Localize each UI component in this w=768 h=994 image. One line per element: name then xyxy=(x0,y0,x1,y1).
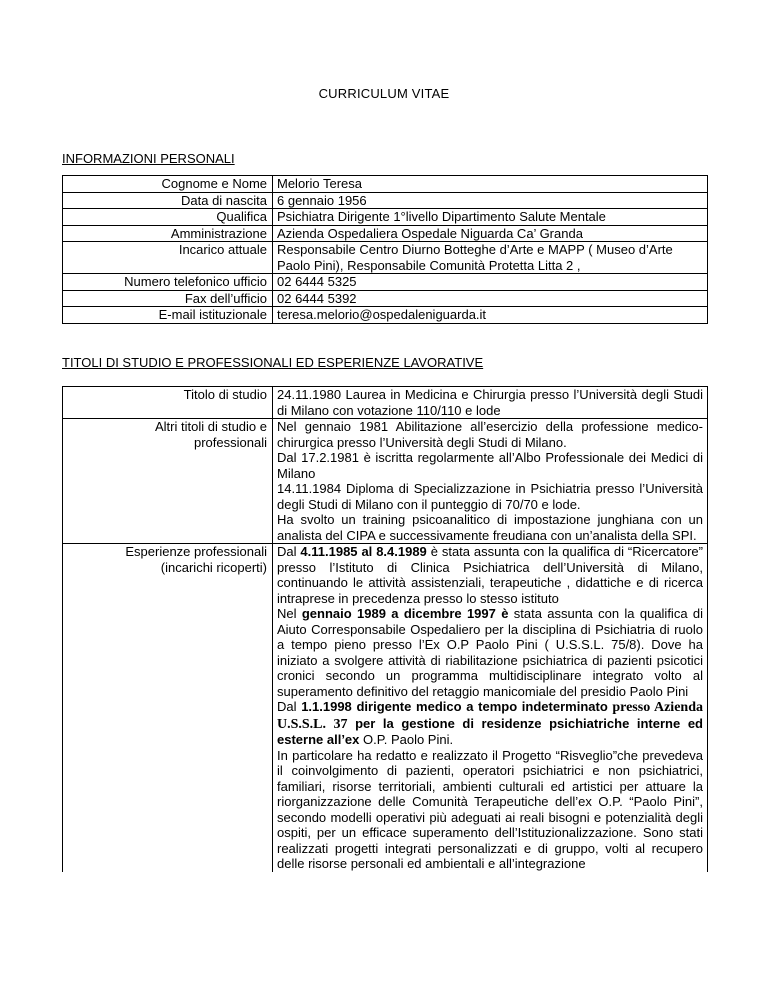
value-email: teresa.melorio@ospedaleniguarda.it xyxy=(273,307,708,324)
value-name: Melorio Teresa xyxy=(273,176,708,193)
row-email xyxy=(63,307,708,324)
label-experience-line2: (incarichi ricoperti) xyxy=(160,559,267,575)
label-experience xyxy=(63,544,273,872)
row-name xyxy=(63,176,708,193)
value-current-role: Responsabile Centro Diurno Botteghe d’Arte e MAPP ( Museo d’Arte Paolo Pini), Responsabile Comunità Protetta Litta 2 , xyxy=(273,242,708,274)
paragraph-abilitazione: Nel gennaio 1981 Abilitazione all’esercizio della professione medico-chirurgica presso l’Università degli Studi di Milano. xyxy=(277,419,703,450)
text-fragment: Dal xyxy=(277,699,302,714)
paragraph-dirigente xyxy=(277,699,703,748)
value-phone: 02 6444 5325 xyxy=(273,274,708,291)
studies-table xyxy=(62,386,708,872)
paragraph-training: Ha svolto un training psicoanalitico di impostazione junghiana con un analista del CIPA e successivamente freudiana con un’analista della SPI. xyxy=(277,512,703,543)
paragraph-ricercatore xyxy=(277,544,703,606)
text-bold-dates: 4.11.1985 al 8.4.1989 xyxy=(300,544,427,559)
row-administration xyxy=(63,225,708,242)
label-degree: Titolo di studio xyxy=(63,387,273,419)
label-fax: Fax dell’ufficio xyxy=(63,290,273,307)
label-other-titles-line2: professionali xyxy=(194,434,267,450)
value-fax: 02 6444 5392 xyxy=(273,290,708,307)
text-fragment: Dal xyxy=(277,544,301,559)
value-administration: Azienda Ospedaliera Ospedale Niguarda Ca’ Granda xyxy=(273,225,708,242)
text-fragment: è stata assunta con la qualifica di “Ricercatore” presso l’Istituto di Clinica Psichiatrica dell’Università di Milano, continuando le attività assistenziali, terapeutiche , didattiche e di ricerca intraprese in precedenza presso lo stesso istituto xyxy=(277,544,703,606)
row-fax xyxy=(63,290,708,307)
text-fragment: Nel xyxy=(277,606,302,621)
row-phone xyxy=(63,274,708,291)
text-bold-role: 1.1.1998 dirigente medico a tempo indeterminato xyxy=(301,699,608,714)
label-administration: Amministrazione xyxy=(63,225,273,242)
label-current-role: Incarico attuale xyxy=(63,242,273,274)
section-heading-studies: TITOLI DI STUDIO E PROFESSIONALI ED ESPERIENZE LAVORATIVE xyxy=(62,355,484,370)
text-bold-residenze: per la gestione di residenze psichiatriche interne ed esterne all’ex xyxy=(277,715,703,747)
row-other-titles xyxy=(63,419,708,544)
label-experience-line1: Esperienze professionali xyxy=(125,544,267,559)
label-other-titles xyxy=(63,419,273,544)
label-other-titles-line1: Altri titoli di studio e xyxy=(155,419,267,434)
text-fragment: O.P. Paolo Pini. xyxy=(359,732,454,747)
row-birth xyxy=(63,192,708,209)
label-name: Cognome e Nome xyxy=(63,176,273,193)
label-qualification: Qualifica xyxy=(63,209,273,226)
document-title: CURRICULUM VITAE xyxy=(318,86,450,101)
value-other-titles xyxy=(273,419,708,544)
paragraph-specializzazione: 14.11.1984 Diploma di Specializzazione in Psichiatria presso l’Università degli Studi di Milano con il punteggio di 70/70 e lode. xyxy=(277,481,703,512)
value-degree: 24.11.1980 Laurea in Medicina e Chirurgia presso l’Università degli Studi di Milano con votazione 110/110 e lode xyxy=(273,387,708,419)
text-fragment: stata assunta con la qualifica di Aiuto Corresponsabile Ospedaliero per la disciplina di Psichiatria di ruolo a tempo pieno presso l’Ex O.P Paolo Pini ( U.S.S.L. 75/8). Dove ha iniziato a svolgere attività di riabilitazione psichiatrica di pazienti psicotici cronici secondo un programma multidisciplinare integrato volto al superamento definitivo del retaggio manicomiale del presidio Paolo Pini xyxy=(277,606,703,699)
paragraph-risveglio: In particolare ha redatto e realizzato il Progetto “Risveglio”che prevedeva il coinvolgimento di pazienti, operatori psichiatrici e non psichiatrici, familiari, risorse territoriali, ambienti culturali ed artistici per attuare la riorganizzazione delle Comunità Terapeutiche dell’ex O.P. “Paolo Pini”, secondo modelli operativi più adeguati ai reali bisogni e potenzialità degli ospiti, per un efficace superamento dell’Istituzionalizzazione. Sono stati realizzati progetti integrati personalizzati e di gruppo, volti al recupero delle risorse personali ed ambientali e all’integrazione xyxy=(277,747,703,871)
row-degree xyxy=(63,387,708,419)
value-experience xyxy=(273,544,708,872)
value-qualification: Psichiatra Dirigente 1°livello Dipartimento Salute Mentale xyxy=(273,209,708,226)
label-phone: Numero telefonico ufficio xyxy=(63,274,273,291)
personal-info-table xyxy=(62,175,708,324)
section-heading-personal: INFORMAZIONI PERSONALI xyxy=(62,151,235,166)
label-email: E-mail istituzionale xyxy=(63,307,273,324)
row-current-role xyxy=(63,242,708,274)
paragraph-albo: Dal 17.2.1981 è iscritta regolarmente all’Albo Professionale dei Medici di Milano xyxy=(277,450,703,481)
text-bold-dates: gennaio 1989 a dicembre 1997 è xyxy=(301,606,509,621)
value-birth: 6 gennaio 1956 xyxy=(273,192,708,209)
text-serif-azienda: presso Azienda U.S.S.L. 37 xyxy=(277,700,703,732)
row-experience xyxy=(63,544,708,872)
paragraph-aiuto xyxy=(277,606,703,699)
label-birth: Data di nascita xyxy=(63,192,273,209)
row-qualification xyxy=(63,209,708,226)
